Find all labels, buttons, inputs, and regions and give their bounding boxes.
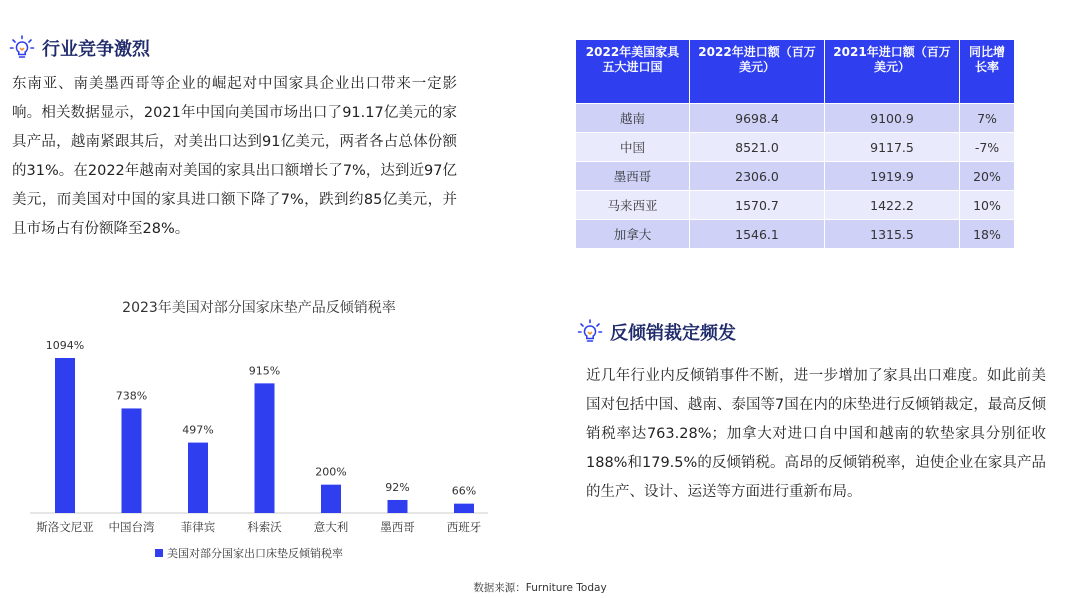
bar	[255, 383, 275, 513]
table-cell: 1315.5	[825, 220, 960, 249]
bars-group	[36, 339, 481, 534]
column-header: 2021年进口额（百万美元）	[825, 40, 960, 104]
table-cell: 10%	[960, 191, 1015, 220]
paragraph-antidumping: 近几年行业内反倾销事件不断，进一步增加了家具出口难度。如此前美国对包括中国、越南、泰国等7国在内的床垫进行反倾销裁定，最高反倾销税率达763.28%；加拿大对进口自中国和越南的软垫家具分别征收188%和179.5%的反倾销税。高昂的反倾销税率，迫使企业在家具产品的生产、设计、运送等方面进行重新布局。	[586, 368, 1046, 500]
column-header: 2022年美国家具五大进口国	[576, 40, 690, 104]
bar	[388, 500, 408, 513]
table-cell: 1422.2	[825, 191, 960, 220]
lightbulb-icon	[576, 318, 604, 346]
table-cell: 7%	[960, 104, 1015, 133]
x-tick-label: 菲律宾	[180, 520, 216, 534]
table-cell: 1570.7	[690, 191, 825, 220]
x-tick-label: 意大利	[313, 520, 349, 534]
bar-value-label: 915%	[248, 364, 281, 378]
x-tick-label: 斯洛文尼亚	[36, 520, 94, 534]
table-row	[576, 191, 1014, 220]
legend-label: 美国对部分国家出口床垫反倾销税率	[167, 547, 343, 560]
table-cell: 加拿大	[576, 220, 690, 249]
table-cell: 2306.0	[690, 162, 825, 191]
bar-value-label: 200%	[315, 465, 347, 479]
bar-value-label: 1094%	[45, 339, 85, 352]
table-cell: -7%	[960, 133, 1015, 162]
import-table	[576, 40, 1014, 248]
section-title-antidumping	[576, 318, 736, 346]
table-row	[576, 220, 1014, 249]
bar-value-label: 738%	[115, 389, 148, 403]
x-tick-label: 西班牙	[446, 520, 482, 534]
table-cell: 墨西哥	[576, 162, 690, 191]
table-cell: 9698.4	[690, 104, 825, 133]
x-tick-label: 墨西哥	[380, 520, 415, 534]
bar-value-label: 66%	[451, 484, 477, 498]
data-source: 数据来源：Furniture Today	[473, 582, 607, 594]
table-cell: 越南	[576, 104, 690, 133]
table-cell: 18%	[960, 220, 1015, 249]
table-cell: 9117.5	[825, 133, 960, 162]
table-row	[576, 162, 1014, 191]
section-title-text: 反倾销裁定频发	[610, 323, 736, 344]
table-cell: 1919.9	[825, 162, 960, 191]
table-cell: 中国	[576, 133, 690, 162]
table-cell: 20%	[960, 162, 1015, 191]
bar	[188, 443, 208, 513]
lightbulb-icon	[8, 34, 36, 62]
bar	[55, 358, 75, 513]
legend-swatch	[155, 549, 163, 557]
bar	[122, 408, 142, 513]
table-cell: 1546.1	[690, 220, 825, 249]
column-header: 同比增长率	[960, 40, 1015, 104]
section-title-competition	[8, 34, 150, 62]
chart-title: 2023年美国对部分国家床垫产品反倾销税率	[122, 300, 396, 316]
bar	[454, 504, 474, 513]
x-tick-label: 科索沃	[247, 520, 282, 534]
table-header-row	[576, 40, 1014, 104]
table-cell: 9100.9	[825, 104, 960, 133]
column-header: 2022年进口额（百万 美元）	[690, 40, 825, 104]
bar	[321, 485, 341, 513]
table-cell: 马来西亚	[576, 191, 690, 220]
section-title-text: 行业竞争激烈	[42, 39, 150, 60]
table-cell: 8521.0	[690, 133, 825, 162]
table-row	[576, 133, 1014, 162]
bar-value-label: 92%	[385, 480, 410, 494]
table-row	[576, 104, 1014, 133]
paragraph-competition: 东南亚、南美墨西哥等企业的崛起对中国家具企业出口带来一定影响。相关数据显示，2021年中国向美国市场出口了91.17亿美元的家具产品，越南紧跟其后，对美出口达到91亿美元，两者各占总体份额的31%。在2022年越南对美国的家具出口额增长了7%，达到近97亿美元，而美国对中国的家具进口额下降了7%，跌到约85亿美元，并且市场占有份额降至28%。	[12, 76, 457, 237]
anti-dumping-bar-chart	[0, 290, 490, 570]
bar-value-label: 497%	[182, 423, 214, 437]
legend	[155, 546, 343, 560]
x-tick-label: 中国台湾	[108, 520, 155, 534]
